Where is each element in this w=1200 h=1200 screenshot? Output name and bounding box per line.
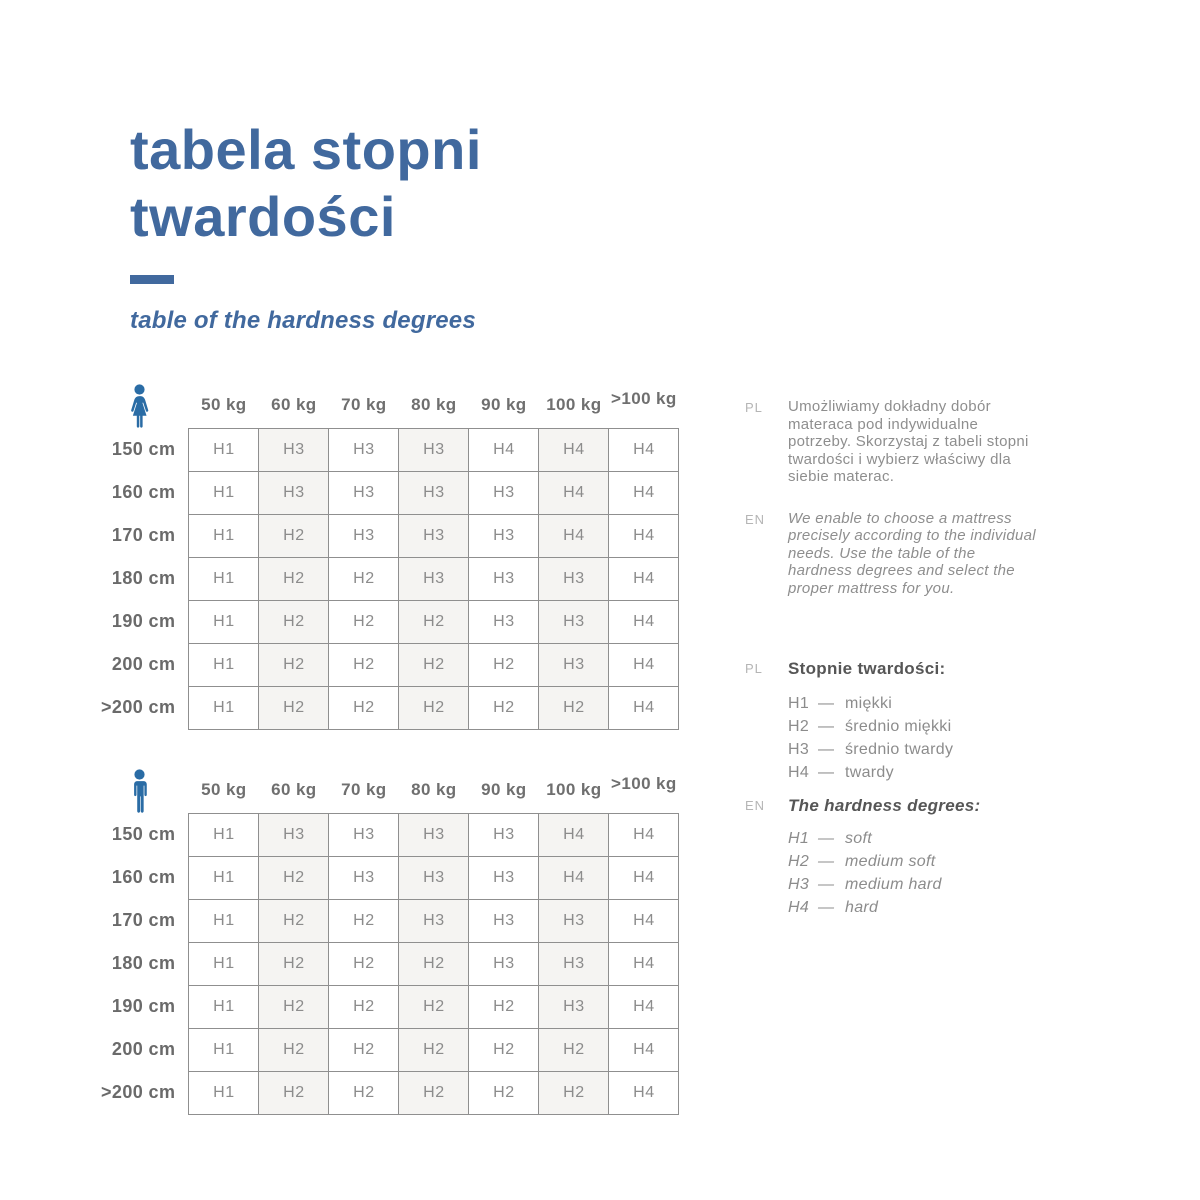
- hardness-cell: H4: [609, 557, 679, 600]
- hardness-cell: H1: [189, 643, 259, 686]
- hardness-cell: H2: [399, 1028, 469, 1071]
- hardness-cell: H4: [609, 813, 679, 856]
- hardness-cell: H3: [469, 856, 539, 899]
- legend-dash: —: [818, 853, 835, 870]
- hardness-cell: H3: [469, 514, 539, 557]
- hardness-cell: H3: [539, 985, 609, 1028]
- hardness-cell: H3: [399, 813, 469, 856]
- legend-dash: —: [818, 876, 835, 893]
- legend-item: [788, 896, 1045, 919]
- hardness-cell: H4: [609, 856, 679, 899]
- hardness-cell: H2: [469, 985, 539, 1028]
- page-title-line1: tabela stopni: [130, 118, 482, 181]
- hardness-cell: H2: [259, 514, 329, 557]
- legend-term: średnio miękki: [845, 718, 952, 735]
- table-row: [100, 557, 679, 600]
- legend-code: H1: [788, 830, 810, 847]
- men-header-row: [100, 769, 679, 813]
- hardness-cell: H1: [189, 985, 259, 1028]
- hardness-cell: H1: [189, 600, 259, 643]
- legend-en-block: [745, 796, 1045, 919]
- hardness-cell: H3: [469, 899, 539, 942]
- hardness-cell: H2: [399, 686, 469, 729]
- hardness-cell: H3: [329, 428, 399, 471]
- hardness-cell: H4: [539, 428, 609, 471]
- intro-pl-row: [745, 398, 1037, 486]
- hardness-cell: H2: [399, 985, 469, 1028]
- hardness-cell: H3: [399, 856, 469, 899]
- hardness-cell: H3: [539, 899, 609, 942]
- weight-header: 60 kg: [271, 780, 317, 800]
- weight-header: 100 kg: [546, 780, 602, 800]
- height-header: 170 cm: [111, 525, 176, 545]
- hardness-cell: H4: [609, 686, 679, 729]
- legend-code: H3: [788, 741, 810, 758]
- height-header: 200 cm: [111, 654, 176, 674]
- en-label: EN: [745, 511, 766, 527]
- hardness-cell: H1: [189, 557, 259, 600]
- hardness-cell: H4: [609, 600, 679, 643]
- hardness-cell: H4: [609, 942, 679, 985]
- women-header-row: [100, 384, 679, 428]
- weight-header: 80 kg: [411, 780, 457, 800]
- hardness-cell: H3: [399, 557, 469, 600]
- height-header: 170 cm: [111, 910, 176, 930]
- hardness-cell: H4: [609, 1028, 679, 1071]
- intro-paragraph-pl: Umożliwiamy dokładny dobór materaca pod indywidualne potrzeby. Skorzystaj z tabeli stopni twardości i wybierz właściwy dla siebie materac.: [788, 398, 1029, 485]
- height-header: 190 cm: [111, 996, 176, 1016]
- weight-header: 80 kg: [411, 395, 457, 415]
- hardness-cell: H4: [539, 813, 609, 856]
- legend-term: twardy: [845, 764, 894, 781]
- height-header: 180 cm: [111, 953, 176, 973]
- table-row: [100, 643, 679, 686]
- weight-header: 90 kg: [481, 395, 527, 415]
- man-icon: [100, 769, 189, 813]
- weight-header: 60 kg: [271, 395, 317, 415]
- weight-header: 70 kg: [341, 395, 387, 415]
- legend-list-pl: [788, 692, 1045, 784]
- hardness-cell: H4: [539, 856, 609, 899]
- hardness-cell: H2: [469, 1028, 539, 1071]
- hardness-cell: H2: [329, 1071, 399, 1114]
- hardness-cell: H1: [189, 428, 259, 471]
- legend-term: średnio twardy: [845, 741, 954, 758]
- weight-header: 100 kg: [546, 395, 602, 415]
- legend-code: H4: [788, 899, 810, 916]
- hardness-cell: H1: [189, 813, 259, 856]
- legend-dash: —: [818, 695, 835, 712]
- hardness-cell: H3: [469, 557, 539, 600]
- legend-list-en: [788, 827, 1045, 919]
- legend-item: [788, 827, 1045, 850]
- weight-header: 90 kg: [481, 780, 527, 800]
- legend-heading-en: The hardness degrees:: [788, 796, 981, 815]
- weight-header: 50 kg: [201, 395, 247, 415]
- hardness-cell: H2: [329, 899, 399, 942]
- hardness-cell: H2: [329, 1028, 399, 1071]
- hardness-cell: H2: [259, 643, 329, 686]
- hardness-cell: H1: [189, 1028, 259, 1071]
- legend-dash: —: [818, 764, 835, 781]
- page-subtitle: table of the hardness degrees: [130, 307, 476, 335]
- legend-term: medium hard: [845, 876, 942, 893]
- hardness-cell: H4: [469, 428, 539, 471]
- legend-code: H2: [788, 853, 810, 870]
- hardness-cell: H3: [469, 600, 539, 643]
- hardness-cell: H2: [539, 686, 609, 729]
- hardness-cell: H1: [189, 856, 259, 899]
- hardness-cell: H4: [609, 514, 679, 557]
- hardness-cell: H2: [329, 600, 399, 643]
- legend-item: [788, 761, 1045, 784]
- hardness-cell: H4: [609, 1071, 679, 1114]
- table-row: [100, 856, 679, 899]
- hardness-cell: H2: [259, 557, 329, 600]
- hardness-cell: H4: [609, 643, 679, 686]
- men-table-section: [100, 769, 679, 1115]
- hardness-cell: H2: [329, 942, 399, 985]
- hardness-cell: H4: [539, 514, 609, 557]
- legend-code: H3: [788, 876, 810, 893]
- height-header: 180 cm: [111, 568, 176, 588]
- hardness-cell: H2: [469, 1071, 539, 1114]
- legend-code: H1: [788, 695, 810, 712]
- hardness-cell: H4: [609, 899, 679, 942]
- hardness-cell: H3: [539, 600, 609, 643]
- hardness-cell: H4: [609, 428, 679, 471]
- legend-item: [788, 738, 1045, 761]
- table-row: [100, 1028, 679, 1071]
- table-row: [100, 899, 679, 942]
- title-dash: [130, 275, 174, 284]
- hardness-cell: H2: [329, 557, 399, 600]
- women-hardness-table: [100, 384, 679, 730]
- legend-dash: —: [818, 830, 835, 847]
- hardness-cell: H1: [189, 1071, 259, 1114]
- hardness-cell: H3: [539, 557, 609, 600]
- hardness-cell: H4: [609, 985, 679, 1028]
- header: [130, 116, 482, 335]
- legend-term: soft: [845, 830, 872, 847]
- legend-dash: —: [818, 741, 835, 758]
- hardness-cell: H3: [259, 428, 329, 471]
- hardness-cell: H3: [539, 942, 609, 985]
- hardness-cell: H3: [399, 428, 469, 471]
- hardness-cell: H2: [259, 686, 329, 729]
- hardness-cell: H2: [259, 1071, 329, 1114]
- table-row: [100, 514, 679, 557]
- en-label: EN: [745, 798, 766, 813]
- hardness-cell: H2: [259, 600, 329, 643]
- men-hardness-table: [100, 769, 679, 1115]
- hardness-cell: H2: [399, 1071, 469, 1114]
- table-row: [100, 942, 679, 985]
- weight-header: >100 kg: [611, 774, 677, 794]
- legend-item: [788, 692, 1045, 715]
- hardness-cell: H2: [469, 686, 539, 729]
- hardness-cell: H2: [329, 985, 399, 1028]
- legend-dash: —: [818, 899, 835, 916]
- height-header: >200 cm: [101, 697, 176, 717]
- hardness-cell: H1: [189, 899, 259, 942]
- page-title-line2: twardości: [130, 185, 396, 249]
- weight-header: 70 kg: [341, 780, 387, 800]
- legend-code: H4: [788, 764, 810, 781]
- legend-code: H2: [788, 718, 810, 735]
- woman-icon: [100, 384, 189, 428]
- table-row: [100, 985, 679, 1028]
- legend-heading-pl: Stopnie twardości:: [788, 659, 946, 678]
- hardness-cell: H1: [189, 514, 259, 557]
- hardness-cell: H2: [259, 985, 329, 1028]
- height-header: 190 cm: [111, 611, 176, 631]
- legend-en-content: [788, 796, 1045, 919]
- hardness-cell: H3: [399, 471, 469, 514]
- height-header: 160 cm: [111, 482, 176, 502]
- height-header: >200 cm: [101, 1082, 176, 1102]
- table-row: [100, 600, 679, 643]
- hardness-cell: H3: [469, 471, 539, 514]
- hardness-cell: H3: [539, 643, 609, 686]
- table-row: [100, 471, 679, 514]
- weight-header: 50 kg: [201, 780, 247, 800]
- hardness-cell: H2: [399, 942, 469, 985]
- legend-dash: —: [818, 718, 835, 735]
- intro-paragraph-en: We enable to choose a mattress precisely according to the individual needs. Use the table of the hardness degrees and select the proper mattress for you.: [788, 509, 1036, 597]
- table-row: [100, 686, 679, 729]
- hardness-cell: H3: [469, 813, 539, 856]
- legend-term: miękki: [845, 695, 893, 712]
- height-header: 150 cm: [111, 824, 176, 844]
- hardness-cell: H1: [189, 471, 259, 514]
- intro-text-block: [745, 398, 1037, 597]
- legend-pl-block: [745, 659, 1045, 784]
- hardness-cell: H3: [469, 942, 539, 985]
- hardness-cell: H2: [399, 643, 469, 686]
- hardness-cell: H3: [329, 471, 399, 514]
- height-header: 200 cm: [111, 1039, 176, 1059]
- hardness-cell: H2: [469, 643, 539, 686]
- hardness-legend: [745, 659, 1045, 919]
- legend-term: medium soft: [845, 853, 936, 870]
- women-table-section: [100, 384, 679, 730]
- hardness-cell: H3: [259, 471, 329, 514]
- legend-term: hard: [845, 899, 879, 916]
- table-row: [100, 1071, 679, 1114]
- hardness-cell: H3: [329, 813, 399, 856]
- page-title: [130, 116, 482, 250]
- hardness-cell: H2: [399, 600, 469, 643]
- hardness-cell: H2: [259, 899, 329, 942]
- hardness-cell: H1: [189, 686, 259, 729]
- hardness-cell: H2: [259, 1028, 329, 1071]
- hardness-cell: H2: [539, 1028, 609, 1071]
- hardness-cell: H2: [329, 686, 399, 729]
- table-row: [100, 813, 679, 856]
- pl-label: PL: [745, 400, 763, 415]
- hardness-cell: H3: [399, 514, 469, 557]
- pl-label: PL: [745, 661, 763, 676]
- intro-en-row: [745, 510, 1037, 598]
- hardness-cell: H4: [609, 471, 679, 514]
- legend-item: [788, 715, 1045, 738]
- hardness-cell: H2: [329, 643, 399, 686]
- legend-item: [788, 873, 1045, 896]
- hardness-cell: H4: [539, 471, 609, 514]
- legend-pl-content: [788, 659, 1045, 784]
- height-header: 150 cm: [111, 439, 176, 459]
- hardness-cell: H3: [329, 514, 399, 557]
- table-row: [100, 428, 679, 471]
- weight-header: >100 kg: [611, 389, 677, 409]
- hardness-cell: H3: [259, 813, 329, 856]
- hardness-cell: H3: [329, 856, 399, 899]
- hardness-cell: H2: [259, 942, 329, 985]
- hardness-cell: H1: [189, 942, 259, 985]
- height-header: 160 cm: [111, 867, 176, 887]
- hardness-cell: H3: [399, 899, 469, 942]
- hardness-cell: H2: [539, 1071, 609, 1114]
- legend-item: [788, 850, 1045, 873]
- hardness-cell: H2: [259, 856, 329, 899]
